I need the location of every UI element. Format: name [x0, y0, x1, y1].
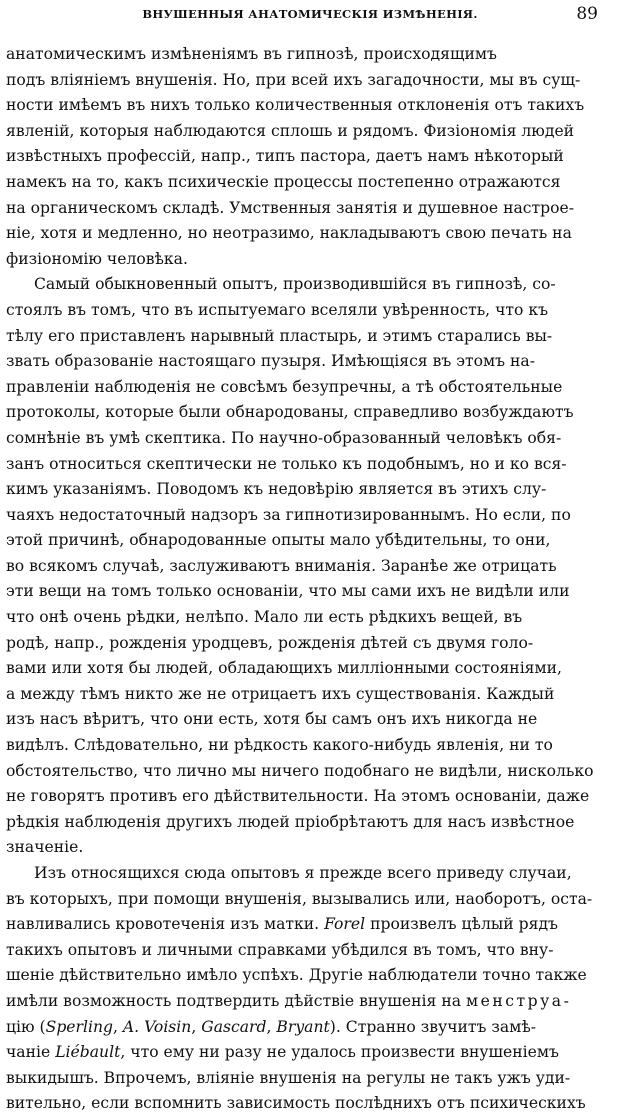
text-run: чаніе	[6, 1043, 51, 1062]
text-line: видѣлъ. Слѣдовательно, ни рѣдкость какого-нибудь явленія, ни то	[6, 736, 553, 755]
paragraph-start-line: Изъ относящихся сюда опытовъ я прежде всего приведу случаи,	[34, 864, 572, 882]
author-name: A. Voisin	[122, 1017, 192, 1036]
text-line: явленій, которыя наблюдаются сплошь и рядомъ. Физіономія людей	[6, 121, 575, 140]
text-line: значеніе.	[6, 838, 84, 857]
text-line: извѣстныхъ профессій, напр., типъ пастора, даетъ намъ нѣкоторый	[6, 147, 564, 166]
text-run: , что ему ни разу не удалось произвести внушеніемъ	[120, 1043, 559, 1062]
text-line: физіономію человѣка.	[6, 249, 188, 268]
running-head: ВНУШЕННЫЯ АНАТОМИЧЕСКІЯ ИЗМѢНЕНІЯ.	[142, 7, 478, 21]
text-line: тѣлу его приставленъ нарывный пластырь, и этимъ старались вы-	[6, 326, 553, 345]
page-header	[0, 4, 620, 28]
text-line: шеніе дѣйствительно имѣло успѣхъ. Другіе наблюдатели точно также	[6, 966, 587, 985]
text-line: выкидышъ. Впрочемъ, вліяніе внушенія на регулы не такъ ужъ уди-	[6, 1068, 571, 1087]
body-text	[6, 42, 598, 1117]
text-line: стоялъ въ томъ, что въ испытуемаго вселяли увѣренность, что къ	[6, 300, 549, 319]
text-line: что онѣ очень рѣдки, нелѣпо. Мало ли есть рѣдкихъ вещей, въ	[6, 608, 523, 627]
text-line: рѣдкія наблюденія другихъ людей пріобрѣтаютъ для насъ извѣстное	[6, 812, 575, 831]
author-name: Sperling	[45, 1017, 113, 1036]
text-line	[6, 912, 598, 938]
text-line: вами или хотя бы людей, обладающихъ милліонными состояніями,	[6, 659, 562, 678]
text-run: цію (	[6, 1017, 46, 1036]
author-name: Forel	[324, 915, 366, 934]
author-name: Liébault	[55, 1043, 121, 1062]
text-line: намекъ на то, какъ психическіе процессы постепенно отражаются	[6, 172, 561, 191]
paragraph-start-line: Самый обыкновенный опытъ, производившійся въ гипнозѣ, со-	[34, 275, 556, 294]
text-run: навливались кровотеченія изъ матки.	[6, 915, 320, 934]
spaced-word: менструа-	[466, 991, 572, 1010]
text-line	[6, 1015, 598, 1041]
text-line: не говорятъ противъ его дѣйствительности. На этомъ основаніи, даже	[6, 787, 590, 806]
text-line: ности имѣемъ въ нихъ только количественныя отклоненія отъ такихъ	[6, 96, 585, 115]
text-line: правленіи наблюденія не совсѣмъ безупречны, а тѣ обстоятельные	[6, 377, 563, 396]
text-line: этой причинѣ, обнародованные опыты мало убѣдительны, то они,	[6, 531, 551, 550]
text-line: обстоятельство, что лично мы ничего подобнаго не видѣли, нисколько	[6, 761, 594, 780]
author-name: Bryant	[276, 1017, 330, 1036]
text-run: ,	[113, 1017, 123, 1036]
page-number: 89	[576, 4, 598, 24]
text-line: протоколы, которые были обнародованы, справедливо возбуждаютъ	[6, 403, 574, 422]
text-line: кимъ указаніямъ. Поводомъ къ недовѣрію является въ этихъ слу-	[6, 480, 547, 499]
text-line: во всякомъ случаѣ, заслуживаютъ вниманія. Заранѣе же отрицать	[6, 556, 557, 575]
text-line: такихъ опытовъ и личными справками убѣдился въ томъ, что вну-	[6, 940, 554, 959]
text-line: подъ вліяніемъ внушенія. Но, при всей ихъ загадочности, мы въ сущ-	[6, 70, 581, 89]
text-run: ). Странно звучитъ замѣ-	[329, 1017, 537, 1036]
text-line: эти вещи на томъ только основаніи, что мы сами ихъ не видѣли или	[6, 582, 570, 601]
text-line: а между тѣмъ никто же не отрицаетъ ихъ существованія. Каждый	[6, 684, 555, 703]
text-run: ,	[191, 1017, 202, 1036]
text-run: ,	[266, 1017, 277, 1036]
text-line: въ которыхъ, при помощи внушенія, вызывались или, наоборотъ, оста-	[6, 889, 593, 908]
text-line: чаяхъ недостаточный надзоръ за гипнотизированнымъ. Но если, по	[6, 505, 571, 524]
text-line: занъ относиться скептически не только къ подобнымъ, но и ко вся-	[6, 454, 567, 473]
author-name: Gascard	[201, 1017, 267, 1036]
text-line: изъ насъ вѣритъ, что они есть, хотя бы самъ онъ ихъ никогда не	[6, 710, 538, 729]
text-line	[6, 989, 598, 1015]
text-line: звать образованіе настоящаго пузыря. Имѣющіяся въ этомъ на-	[6, 352, 535, 371]
text-line: вительно, если вспомнить зависимость послѣднихъ отъ психическихъ	[6, 1094, 586, 1113]
text-line: ніе, хотя и медленно, но неотразимо, накладываютъ свою печать на	[6, 224, 572, 243]
text-line: анатомическимъ измѣненіямъ въ гипнозѣ, происходящимъ	[6, 45, 497, 63]
text-line: на органическомъ складѣ. Умственныя занятія и душевное настрое-	[6, 198, 574, 217]
text-line: родѣ, напр., рожденія уродцевъ, рожденія дѣтей съ двумя голо-	[6, 633, 534, 652]
text-run: имѣли возможность подтвердить дѣйствіе внушенія на	[6, 991, 462, 1010]
text-line	[6, 1040, 598, 1066]
text-run: произвелъ цѣлый рядъ	[370, 915, 558, 934]
text-line: сомнѣніе въ умѣ скептика. По научно-образованный человѣкъ обя-	[6, 428, 562, 447]
